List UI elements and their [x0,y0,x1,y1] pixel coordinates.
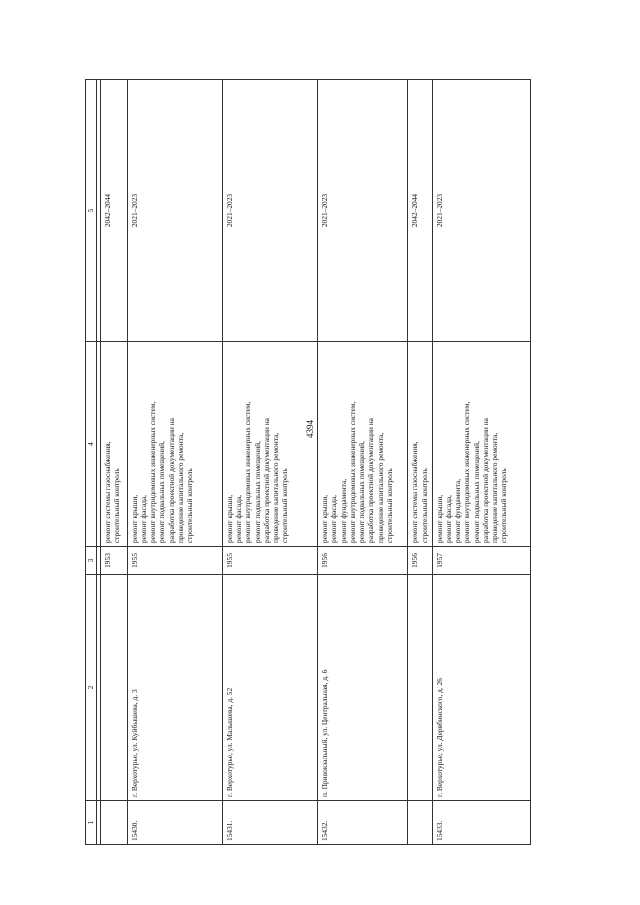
address-cell: п. Привокзальный, ул. Центральная, д. 6 [318,575,408,801]
work-item: ремонт подвальных помещений, [157,441,167,543]
table-header-row [86,80,97,845]
period-cell: 2042–2044 [100,80,127,342]
period-cell: 2042–2044 [408,80,432,342]
work-item: ремонт фундамента, [453,478,463,543]
row-number-cell [100,801,127,845]
works-cell [127,342,222,547]
work-item: ремонт фасада, [443,495,453,543]
row-number-cell: 15430. [127,801,222,845]
address-cell: г. Верхотурье, ул. Дерябинского, д. 26 [432,575,530,801]
address-cell: г. Верхотурье, ул. Малышева, д. 52 [222,575,317,801]
work-item: строительный контроль [280,468,290,543]
work-item: ремонт фасада, [234,495,244,543]
row-number-cell: 15432. [318,801,408,845]
work-item: проведение капитального ремонта, [375,432,385,543]
work-item: разработка проектной документации на [261,418,271,543]
work-item: ремонт подвальных помещений, [471,441,481,543]
work-item: строительный контроль [499,468,509,543]
year-cell: 1953 [100,547,127,575]
address-cell: г. Верхотурье, ул. Куйбышева, д. 3 [127,575,222,801]
header-col-2: 2 [86,575,97,801]
work-item: ремонт подвальных помещений, [357,441,367,543]
work-item: ремонт фасада, [329,495,339,543]
work-item: ремонт внутридомовых инженерных систем, [462,401,472,543]
header-col-4: 4 [86,342,97,547]
work-item: ремонт фасада, [138,495,148,543]
year-cell: 1955 [222,547,317,575]
year-cell: 1955 [127,547,222,575]
work-item: ремонт крыши, [320,494,330,543]
rotated-table-wrapper [85,80,531,845]
period-cell: 2021–2023 [222,80,317,342]
header-col-1: 1 [86,801,97,845]
work-item: ремонт крыши, [224,494,234,543]
work-item: разработка проектной документации на [366,418,376,543]
work-item: разработка проектной документации на [166,418,176,543]
table-row [100,80,127,845]
table-row [432,80,530,845]
work-item: ремонт внутридомовых инженерных систем, [243,401,253,543]
work-item: строительный контроль [419,468,429,543]
work-item: проведение капитального ремонта, [175,432,185,543]
work-item: строительный контроль [384,468,394,543]
work-item: ремонт фундамента, [338,478,348,543]
row-number-cell [408,801,432,845]
work-item: строительный контроль [112,468,121,543]
year-cell: 1956 [318,547,408,575]
period-cell: 2021–2023 [127,80,222,342]
address-cell [408,575,432,801]
works-cell [100,342,127,547]
header-col-5: 5 [86,80,97,342]
page-number: 4394 [305,420,315,438]
work-item: ремонт крыши, [434,494,444,543]
work-item: ремонт внутридомовых инженерных систем, [347,401,357,543]
table-row [127,80,222,845]
row-number-cell: 15433. [432,801,530,845]
work-item: ремонт системы газоснабжения, [410,441,420,543]
table-row [318,80,408,845]
period-cell: 2021–2023 [318,80,408,342]
table-row [408,80,432,845]
work-item: ремонт системы газоснабжения, [102,441,112,543]
table-row [222,80,317,845]
work-item: разработка проектной документации на [480,418,490,543]
work-item: ремонт внутридомовых инженерных систем, [148,401,158,543]
work-item: проведение капитального ремонта, [490,432,500,543]
header-col-3: 3 [86,547,97,575]
repair-schedule-table [85,79,531,845]
works-cell [318,342,408,547]
works-cell [408,342,432,547]
address-cell [100,575,127,801]
work-item: проведение капитального ремонта, [271,432,281,543]
year-cell: 1956 [408,547,432,575]
work-item: строительный контроль [185,468,195,543]
works-cell [222,342,317,547]
work-item: ремонт крыши, [129,494,139,543]
row-number-cell: 15431. [222,801,317,845]
works-cell [432,342,530,547]
period-cell: 2021–2023 [432,80,530,342]
work-item: ремонт подвальных помещений, [252,441,262,543]
year-cell: 1957 [432,547,530,575]
